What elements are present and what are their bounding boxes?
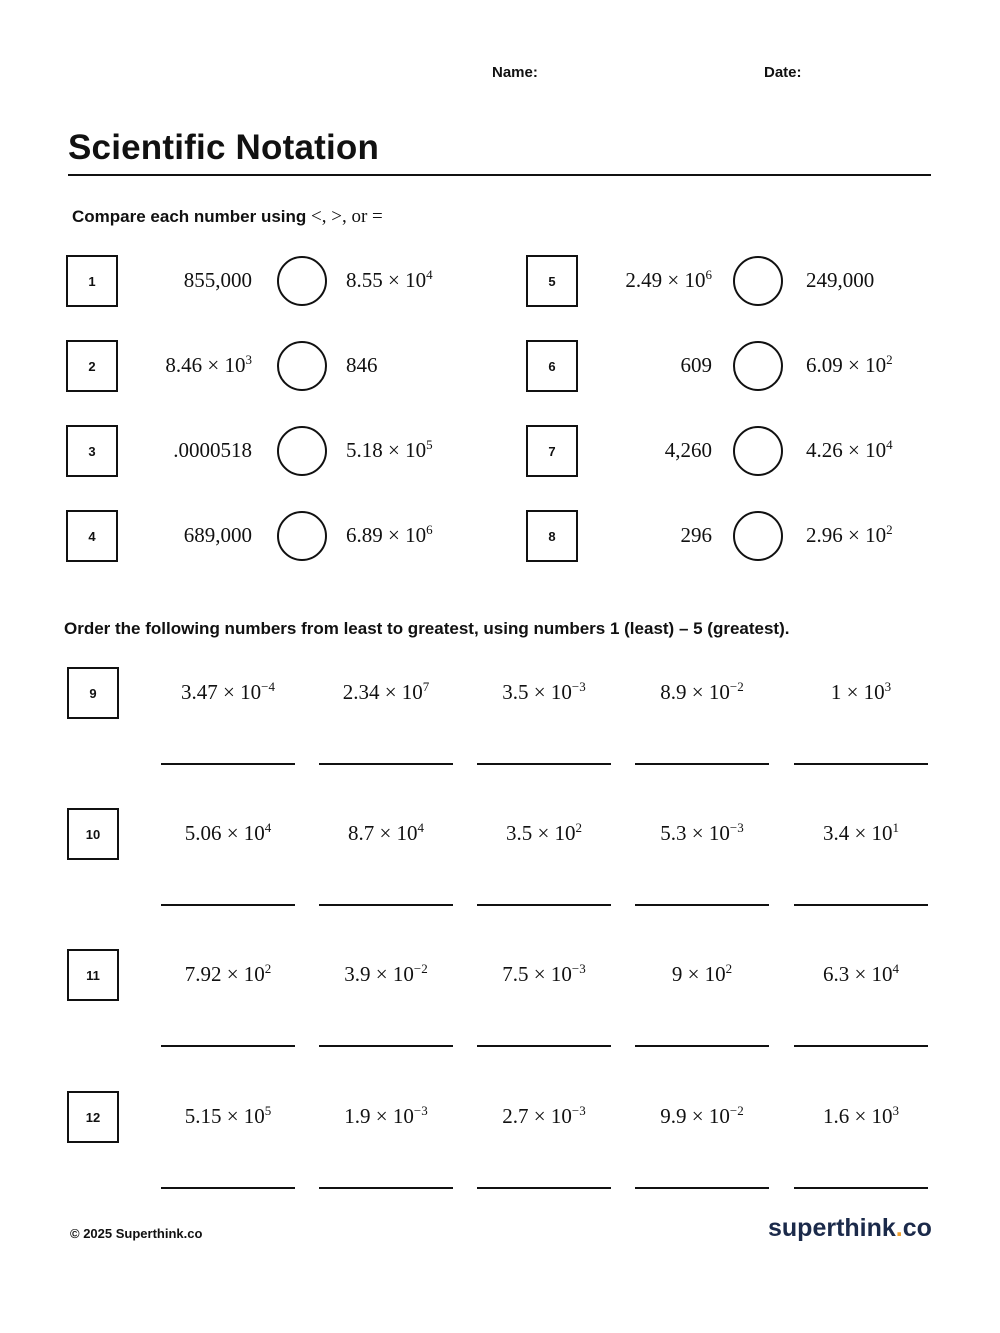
- problem-number-box: 6: [526, 340, 578, 392]
- rank-answer-line[interactable]: [794, 1045, 928, 1047]
- order-mantissa: 6.3 × 10: [822, 962, 893, 986]
- order-value: [477, 1104, 611, 1129]
- comparison-answer-circle[interactable]: [733, 511, 783, 561]
- problem-number-box: 2: [66, 340, 118, 392]
- order-value: [477, 821, 611, 846]
- left-mantissa: 609: [680, 353, 712, 377]
- rank-answer-line[interactable]: [635, 1187, 769, 1189]
- comparison-answer-circle[interactable]: [277, 341, 327, 391]
- order-mantissa: 3.5 × 10: [502, 680, 572, 704]
- rank-answer-line[interactable]: [319, 763, 453, 765]
- comparison-answer-circle[interactable]: [277, 256, 327, 306]
- problem-number-box: 8: [526, 510, 578, 562]
- rank-answer-line[interactable]: [635, 904, 769, 906]
- left-value: [122, 523, 252, 548]
- rank-answer-line[interactable]: [161, 763, 295, 765]
- order-mantissa: 5.15 × 10: [184, 1104, 265, 1128]
- problem-number-box: 7: [526, 425, 578, 477]
- rank-answer-line[interactable]: [794, 763, 928, 765]
- order-value: [319, 1104, 453, 1129]
- order-mantissa: 1.6 × 10: [822, 1104, 893, 1128]
- problem-number-box: 12: [67, 1091, 119, 1143]
- order-exponent: 4: [264, 820, 272, 835]
- order-value: [161, 1104, 295, 1129]
- order-value: [477, 962, 611, 987]
- order-mantissa: 1 × 10: [830, 680, 885, 704]
- right-exponent: 2: [886, 352, 893, 367]
- order-mantissa: 5.06 × 10: [184, 821, 265, 845]
- order-exponent: 2: [264, 961, 272, 976]
- right-mantissa: 846: [346, 353, 378, 377]
- right-mantissa: 5.18 × 10: [346, 438, 427, 462]
- right-exponent: 5: [426, 437, 433, 452]
- order-exponent: −2: [729, 679, 744, 694]
- order-exponent: 3: [892, 1103, 900, 1118]
- order-value: [161, 680, 295, 705]
- order-mantissa: 3.9 × 10: [344, 962, 414, 986]
- order-value: [635, 962, 769, 987]
- left-value: [582, 523, 712, 548]
- order-exponent: −3: [571, 1103, 586, 1118]
- compare-instruction-text: Compare each number using: [72, 207, 307, 226]
- rank-answer-line[interactable]: [477, 1187, 611, 1189]
- order-exponent: −2: [413, 961, 428, 976]
- order-exponent: 3: [884, 679, 892, 694]
- right-value: [806, 523, 893, 548]
- comparison-answer-circle[interactable]: [733, 426, 783, 476]
- order-exponent: 4: [417, 820, 425, 835]
- right-value: [806, 353, 893, 378]
- right-exponent: 6: [426, 522, 433, 537]
- right-value: [346, 353, 378, 378]
- order-mantissa: 3.5 × 10: [505, 821, 576, 845]
- left-mantissa: 296: [680, 523, 712, 547]
- order-value: [635, 680, 769, 705]
- compare-instruction: [72, 206, 383, 228]
- name-label: Name:: [492, 64, 538, 81]
- order-value: [161, 962, 295, 987]
- rank-answer-line[interactable]: [319, 1045, 453, 1047]
- order-value: [794, 680, 928, 705]
- rank-answer-line[interactable]: [477, 763, 611, 765]
- left-value: [582, 268, 712, 293]
- order-value: [477, 680, 611, 705]
- right-mantissa: 8.55 × 10: [346, 268, 427, 292]
- order-exponent: 4: [892, 961, 900, 976]
- problem-number-box: 11: [67, 949, 119, 1001]
- left-mantissa: 689,000: [183, 523, 252, 547]
- order-exponent: 2: [575, 820, 583, 835]
- order-mantissa: 8.9 × 10: [660, 680, 730, 704]
- left-exponent: 3: [245, 352, 252, 367]
- comparison-answer-circle[interactable]: [733, 341, 783, 391]
- order-value: [635, 1104, 769, 1129]
- rank-answer-line[interactable]: [794, 904, 928, 906]
- order-value: [161, 821, 295, 846]
- right-mantissa: 2.96 × 10: [806, 523, 887, 547]
- order-value: [635, 821, 769, 846]
- order-exponent: 1: [892, 820, 900, 835]
- order-mantissa: 2.7 × 10: [502, 1104, 572, 1128]
- rank-answer-line[interactable]: [319, 904, 453, 906]
- rank-answer-line[interactable]: [319, 1187, 453, 1189]
- brand-tld: co: [902, 1214, 932, 1242]
- left-exponent: 6: [705, 267, 712, 282]
- comparison-answer-circle[interactable]: [277, 426, 327, 476]
- rank-answer-line[interactable]: [161, 1045, 295, 1047]
- right-exponent: 4: [886, 437, 893, 452]
- right-value: [346, 438, 433, 463]
- right-mantissa: 6.09 × 10: [806, 353, 887, 377]
- rank-answer-line[interactable]: [635, 763, 769, 765]
- left-mantissa: 4,260: [664, 438, 712, 462]
- order-exponent: −3: [729, 820, 744, 835]
- right-value: [346, 523, 433, 548]
- title-divider: [68, 174, 931, 176]
- order-value: [794, 962, 928, 987]
- order-mantissa: 8.7 × 10: [347, 821, 418, 845]
- order-mantissa: 5.3 × 10: [660, 821, 730, 845]
- copyright: © 2025 Superthink.co: [70, 1226, 203, 1241]
- left-mantissa: 8.46 × 10: [165, 353, 246, 377]
- order-value: [794, 1104, 928, 1129]
- order-exponent: 5: [264, 1103, 272, 1118]
- problem-number-box: 1: [66, 255, 118, 307]
- order-value: [319, 680, 453, 705]
- right-mantissa: 249,000: [806, 268, 875, 292]
- compare-symbols: <, >, or =: [311, 206, 383, 227]
- left-value: [582, 438, 712, 463]
- order-exponent: 2: [725, 961, 733, 976]
- order-exponent: −3: [571, 961, 586, 976]
- right-mantissa: 4.26 × 10: [806, 438, 887, 462]
- order-mantissa: 7.5 × 10: [502, 962, 572, 986]
- left-value: [122, 268, 252, 293]
- left-value: [582, 353, 712, 378]
- brand-logo: [768, 1214, 932, 1243]
- date-label: Date:: [764, 64, 802, 81]
- right-exponent: 2: [886, 522, 893, 537]
- rank-answer-line[interactable]: [794, 1187, 928, 1189]
- right-exponent: 4: [426, 267, 433, 282]
- order-value: [319, 962, 453, 987]
- order-exponent: −2: [729, 1103, 744, 1118]
- right-value: [346, 268, 433, 293]
- order-exponent: −3: [413, 1103, 428, 1118]
- order-value: [794, 821, 928, 846]
- problem-number-box: 10: [67, 808, 119, 860]
- rank-answer-line[interactable]: [477, 1045, 611, 1047]
- left-value: [122, 353, 252, 378]
- order-mantissa: 3.4 × 10: [822, 821, 893, 845]
- order-exponent: 7: [422, 679, 430, 694]
- brand-dot: .: [895, 1214, 903, 1242]
- left-value: [122, 438, 252, 463]
- problem-number-box: 9: [67, 667, 119, 719]
- right-mantissa: 6.89 × 10: [346, 523, 427, 547]
- comparison-answer-circle[interactable]: [277, 511, 327, 561]
- rank-answer-line[interactable]: [477, 904, 611, 906]
- order-mantissa: 7.92 × 10: [184, 962, 265, 986]
- order-instruction: Order the following numbers from least to greatest, using numbers 1 (least) – 5 (greatest).: [64, 619, 790, 638]
- page-title: Scientific Notation: [68, 128, 380, 167]
- order-mantissa: 9.9 × 10: [660, 1104, 730, 1128]
- rank-answer-line[interactable]: [161, 904, 295, 906]
- left-mantissa: 2.49 × 10: [625, 268, 706, 292]
- order-mantissa: 9 × 10: [671, 962, 726, 986]
- left-mantissa: 855,000: [183, 268, 252, 292]
- order-mantissa: 1.9 × 10: [344, 1104, 414, 1128]
- right-value: [806, 438, 893, 463]
- left-mantissa: .0000518: [173, 438, 252, 462]
- rank-answer-line[interactable]: [635, 1045, 769, 1047]
- problem-number-box: 5: [526, 255, 578, 307]
- order-value: [319, 821, 453, 846]
- order-mantissa: 3.47 × 10: [181, 680, 262, 704]
- problem-number-box: 3: [66, 425, 118, 477]
- brand-main: superthink: [768, 1214, 896, 1242]
- rank-answer-line[interactable]: [161, 1187, 295, 1189]
- order-exponent: −3: [571, 679, 586, 694]
- right-value: [806, 268, 874, 293]
- order-mantissa: 2.34 × 10: [342, 680, 423, 704]
- comparison-answer-circle[interactable]: [733, 256, 783, 306]
- problem-number-box: 4: [66, 510, 118, 562]
- order-exponent: −4: [261, 679, 275, 694]
